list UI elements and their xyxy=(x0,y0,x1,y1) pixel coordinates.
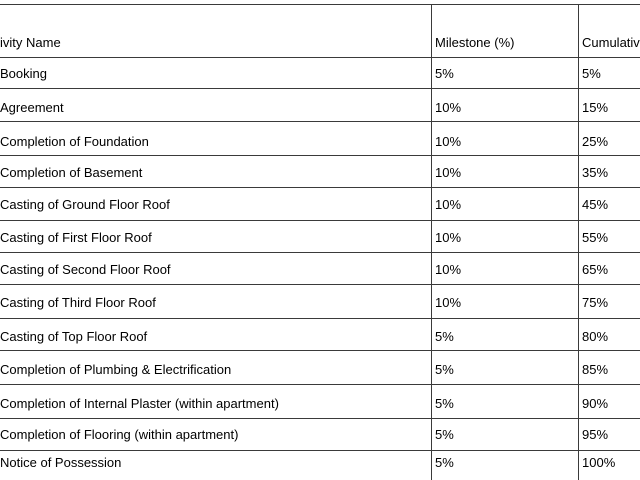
row-activity: Casting of Third Floor Roof xyxy=(0,295,156,310)
row-activity: Casting of First Floor Roof xyxy=(0,230,152,245)
row-milestone: 10% xyxy=(435,134,462,149)
row-cumulative: 90% xyxy=(582,396,609,411)
header-milestone: Milestone (%) xyxy=(435,35,515,50)
row-activity: Casting of Top Floor Roof xyxy=(0,329,148,344)
row-activity: Casting of Second Floor Roof xyxy=(0,262,171,277)
row-milestone: 10% xyxy=(435,230,462,245)
grid-line xyxy=(0,88,640,89)
row-milestone: 10% xyxy=(435,262,462,277)
row-milestone: 5% xyxy=(435,455,454,470)
header-cumulative: Cumulativ xyxy=(582,35,640,50)
row-activity: Completion of Plumbing & Electrification xyxy=(0,362,232,377)
row-milestone: 5% xyxy=(435,396,454,411)
row-cumulative: 5% xyxy=(582,66,601,81)
row-milestone: 5% xyxy=(435,362,454,377)
grid-line xyxy=(0,318,640,319)
row-cumulative: 25% xyxy=(582,134,609,149)
row-activity: Completion of Foundation xyxy=(0,134,149,149)
row-cumulative: 85% xyxy=(582,362,609,377)
row-activity: Booking xyxy=(0,66,47,81)
row-activity: Agreement xyxy=(0,100,64,115)
grid-line xyxy=(0,57,640,58)
grid-line xyxy=(0,418,640,419)
row-cumulative: 65% xyxy=(582,262,609,277)
row-milestone: 5% xyxy=(435,66,454,81)
grid-line xyxy=(0,220,640,221)
row-milestone: 10% xyxy=(435,295,462,310)
row-milestone: 10% xyxy=(435,197,462,212)
grid-line xyxy=(578,4,579,480)
row-milestone: 10% xyxy=(435,100,462,115)
row-activity: Completion of Internal Plaster (within apartment) xyxy=(0,396,279,411)
row-cumulative: 95% xyxy=(582,427,609,442)
row-cumulative: 80% xyxy=(582,329,609,344)
grid-line xyxy=(0,121,640,122)
row-cumulative: 100% xyxy=(582,455,616,470)
grid-line xyxy=(0,252,640,253)
grid-line xyxy=(0,4,640,5)
grid-line xyxy=(0,155,640,156)
row-activity: Casting of Ground Floor Roof xyxy=(0,197,170,212)
row-milestone: 10% xyxy=(435,165,462,180)
header-activity-name: ivity Name xyxy=(0,35,61,50)
grid-line xyxy=(0,350,640,351)
row-cumulative: 45% xyxy=(582,197,609,212)
row-milestone: 5% xyxy=(435,329,454,344)
row-milestone: 5% xyxy=(435,427,454,442)
row-cumulative: 75% xyxy=(582,295,609,310)
grid-line xyxy=(0,450,640,451)
grid-line xyxy=(431,4,432,480)
grid-line xyxy=(0,187,640,188)
row-cumulative: 15% xyxy=(582,100,609,115)
row-activity: Completion of Flooring (within apartment) xyxy=(0,427,239,442)
grid-line xyxy=(0,384,640,385)
grid-line xyxy=(0,284,640,285)
row-activity: Notice of Possession xyxy=(0,455,122,470)
row-activity: Completion of Basement xyxy=(0,165,143,180)
row-cumulative: 55% xyxy=(582,230,609,245)
row-cumulative: 35% xyxy=(582,165,609,180)
